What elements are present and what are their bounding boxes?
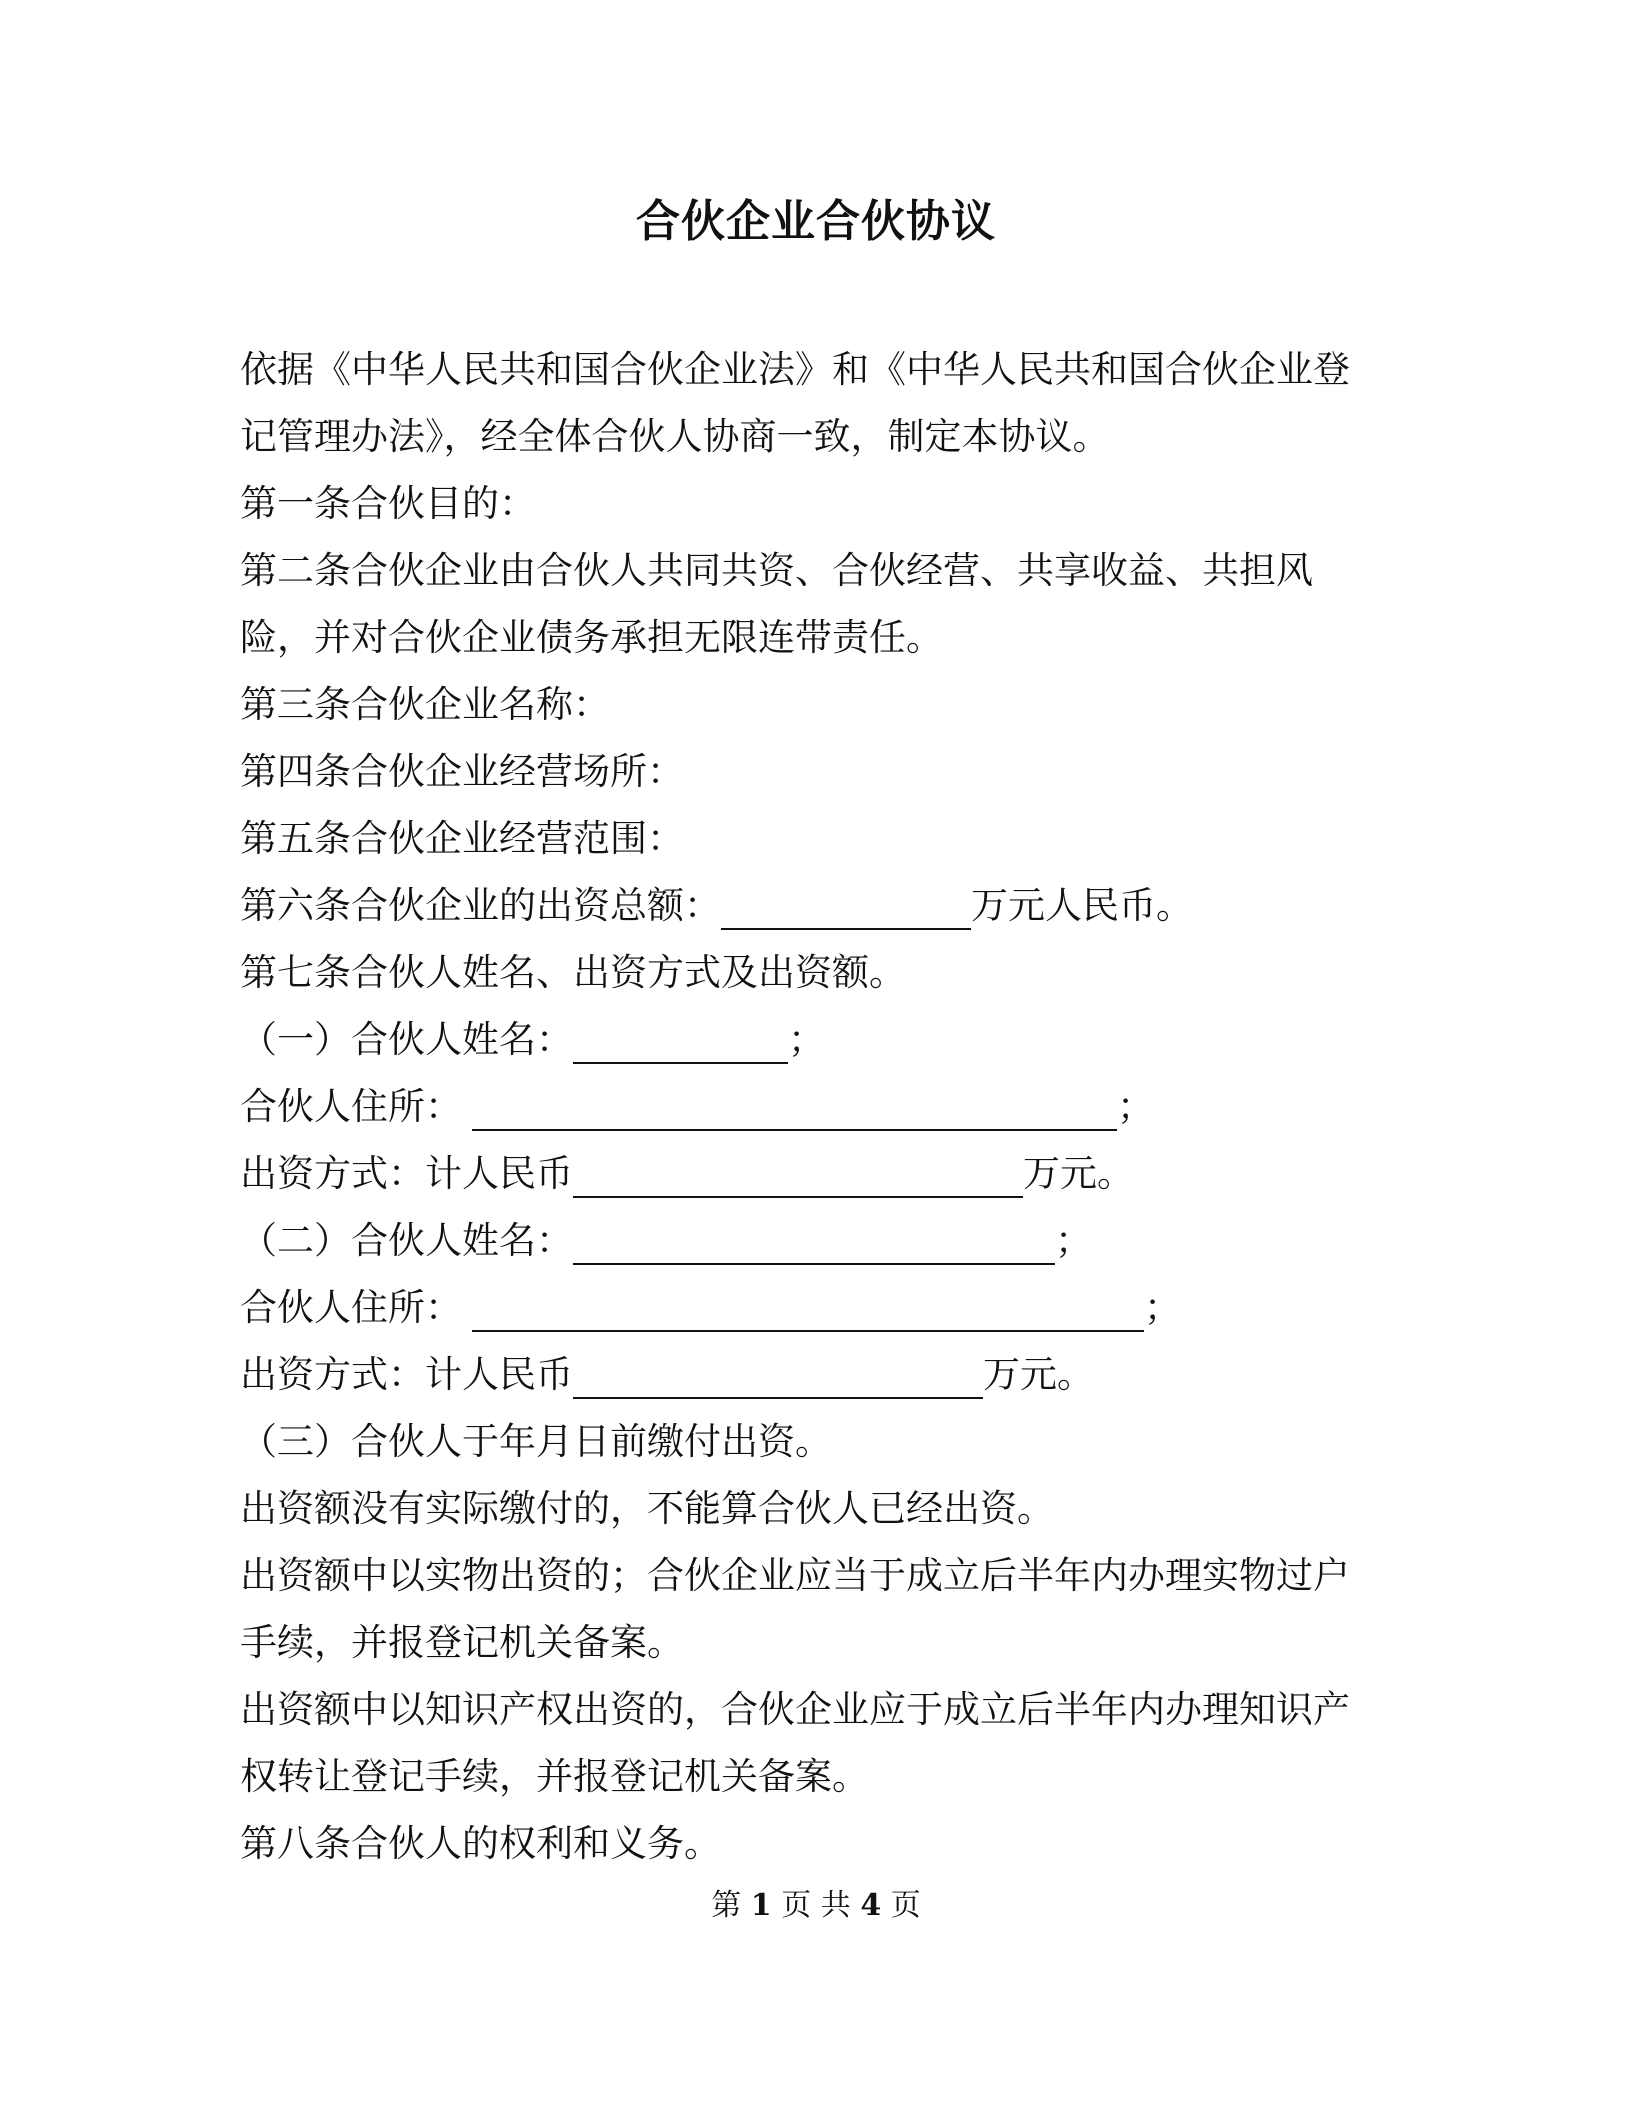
document-title: 合伙企业合伙协议 <box>636 196 996 247</box>
partner-2-address-blank[interactable] <box>472 1286 1144 1332</box>
partner-2-address-line <box>240 1274 1400 1341</box>
partner-1-contribution-line <box>240 1140 1400 1207</box>
paragraph-line: 出资额中以实物出资的；合伙企业应当于成立后半年内办理实物过户 <box>240 1554 1350 1597</box>
paragraph-line: （三）合伙人于年月日前缴付出资。 <box>240 1420 832 1463</box>
partner-1-contribution-label: 出资方式：计人民币 <box>240 1152 573 1195</box>
capital-total-blank[interactable] <box>721 884 971 930</box>
paragraph-line: 权转让登记手续，并报登记机关备案。 <box>240 1755 869 1798</box>
partner-2-name-label: （二）合伙人姓名： <box>240 1219 573 1262</box>
partner-1-name-line <box>240 1006 1400 1073</box>
partner-2-address-suffix: ； <box>1144 1286 1181 1329</box>
footer-page-number: 1 <box>750 1888 772 1923</box>
footer-prefix: 第 <box>711 1888 742 1923</box>
article-7: 第七条合伙人姓名、出资方式及出资额。 <box>240 951 906 994</box>
article-2-line: 第二条合伙企业由合伙人共同共资、合伙经营、共享收益、共担风 <box>240 549 1313 592</box>
paragraph-line: 手续，并报登记机关备案。 <box>240 1621 684 1664</box>
partner-1-name-label: （一）合伙人姓名： <box>240 1018 573 1061</box>
partner-1-address-blank[interactable] <box>472 1085 1117 1131</box>
partner-2-name-line <box>240 1207 1400 1274</box>
footer-suffix: 页 <box>890 1888 921 1923</box>
partner-1-address-label: 合伙人住所： <box>240 1085 462 1128</box>
document-body <box>240 336 1400 1877</box>
paragraph-line: 记管理办法》，经全体合伙人协商一致，制定本协议。 <box>240 415 1110 458</box>
article-3: 第三条合伙企业名称： <box>240 683 610 726</box>
partner-1-name-suffix: ； <box>788 1018 825 1061</box>
paragraph-line: 出资额没有实际缴付的，不能算合伙人已经出资。 <box>240 1487 1054 1530</box>
article-5: 第五条合伙企业经营范围： <box>240 817 684 860</box>
capital-total-label: 第六条合伙企业的出资总额： <box>240 884 721 927</box>
partner-2-contribution-label: 出资方式：计人民币 <box>240 1353 573 1396</box>
footer-middle: 页 共 <box>781 1888 851 1923</box>
partner-2-contribution-line <box>240 1341 1400 1408</box>
partner-1-contribution-suffix: 万元。 <box>1023 1152 1134 1195</box>
paragraph-line: 出资额中以知识产权出资的，合伙企业应于成立后半年内办理知识产 <box>240 1688 1350 1731</box>
partner-2-address-label: 合伙人住所： <box>240 1286 462 1329</box>
footer-total-pages: 4 <box>860 1888 882 1923</box>
partner-2-name-suffix: ； <box>1055 1219 1092 1262</box>
partner-1-address-line <box>240 1073 1400 1140</box>
partner-1-address-suffix: ； <box>1117 1085 1154 1128</box>
partner-2-contribution-blank[interactable] <box>573 1353 983 1399</box>
article-4: 第四条合伙企业经营场所： <box>240 750 684 793</box>
article-1: 第一条合伙目的： <box>240 482 536 525</box>
paragraph-line: 依据《中华人民共和国合伙企业法》和《中华人民共和国合伙企业登 <box>240 348 1350 391</box>
capital-total-suffix: 万元人民币。 <box>971 884 1193 927</box>
partner-2-contribution-suffix: 万元。 <box>983 1353 1094 1396</box>
partner-1-contribution-blank[interactable] <box>573 1152 1023 1198</box>
article-2-line: 险，并对合伙企业债务承担无限连带责任。 <box>240 616 943 659</box>
page-footer <box>0 1886 1632 1926</box>
article-8: 第八条合伙人的权利和义务。 <box>240 1822 721 1865</box>
partner-1-name-blank[interactable] <box>573 1018 788 1064</box>
article-6 <box>240 872 1400 939</box>
partner-2-name-blank[interactable] <box>573 1219 1055 1265</box>
